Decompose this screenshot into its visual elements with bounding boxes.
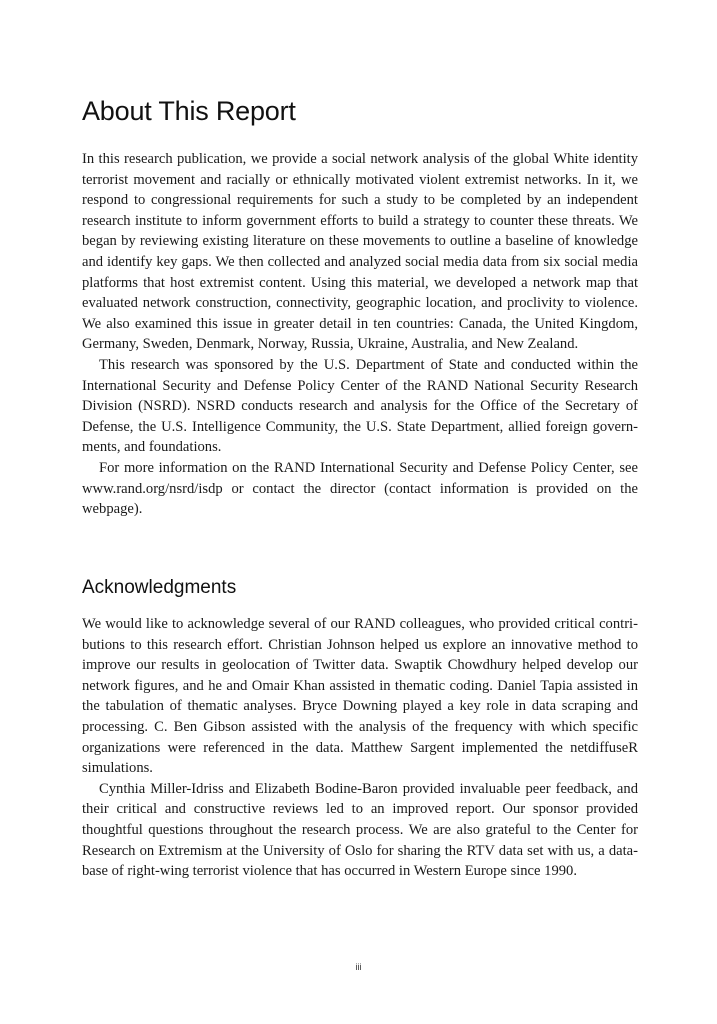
section-title-acknowledgments: Acknowledgments: [82, 577, 237, 598]
section-title-about: About This Report: [82, 96, 296, 126]
page-number: iii: [355, 962, 362, 972]
acknowledgments-section-body: [82, 614, 638, 882]
about-section-body: [82, 149, 638, 520]
about-paragraph-3: For more information on the RAND International Security and Defense Policy Center, see www.rand.org/nsrd/isdp or contact the director (contact information is provided on the webpage).: [82, 459, 638, 518]
acknowledgments-paragraph-1: We would like to acknowledge several of our RAND colleagues, who provided critical contributions to this research effort. Christian Johnson helped us explore an innovative method to improve our results in geolocation of Twitter data. Swaptik Chowdhury helped develop our network figures, and he and Omair Khan assisted in thematic coding. Daniel Tapia assisted in the tabulation of thematic analyses. Bryce Downing played a key role in data scraping and processing. C. Ben Gibson assisted with the analysis of the frequency with which specific organizations were referenced in the data. Matthew Sargent implemented the netdiffuseR simulations.: [82, 616, 638, 777]
about-paragraph-2: This research was sponsored by the U.S. Department of State and conducted within the International Security and Defense Policy Center of the RAND National Security Research Division (NSRD). NSRD conducts research and analysis for the Office of the Secretary of Defense, the U.S. Intelligence Community, the U.S. State Department, allied foreign governments, and foundations.: [82, 356, 638, 456]
about-paragraph-1: In this research publication, we provide a social network analysis of the global White identity terrorist movement and racially or ethnically motivated violent extremist networks. In it, we respond to congressional requirements for such a study to be completed by an independent research institute to inform government efforts to build a strategy to counter these threats. We began by reviewing existing literature on these movements to outline a baseline of knowledge and identify key gaps. We then collected and analyzed social media data from six social media platforms that host extremist content. Using this material, we developed a network map that evaluated network construction, connectivity, geographic location, and proclivity to violence. We also examined this issue in greater detail in ten countries: Canada, the United Kingdom, Germany, Sweden, Denmark, Norway, Russia, Ukraine, Australia, and New Zealand.: [82, 151, 638, 353]
acknowledgments-paragraph-2: Cynthia Miller-Idriss and Elizabeth Bodine-Baron provided invaluable peer feedback, and their critical and constructive reviews led to an improved report. Our sponsor provided thoughtful questions throughout the research process. We are also grateful to the Center for Research on Extremism at the University of Oslo for sharing the RTV data set with us, a database of right-wing terrorist violence that has occurred in Western Europe since 1990.: [82, 780, 638, 880]
